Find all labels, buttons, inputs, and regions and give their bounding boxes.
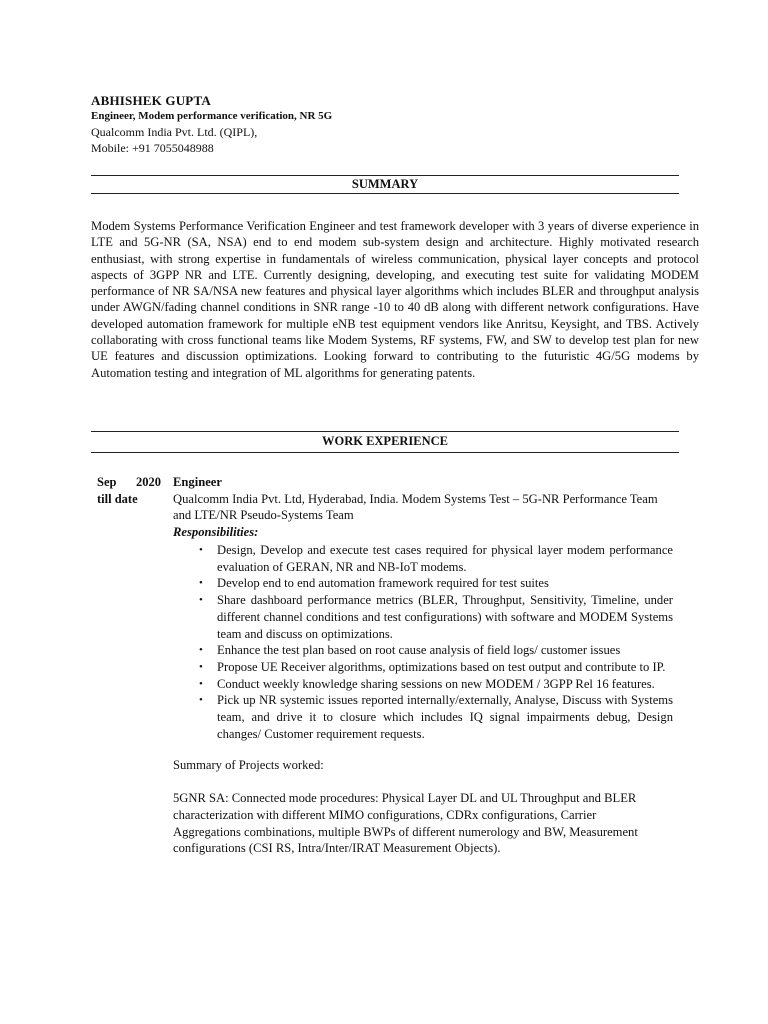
job-date-until: till date <box>97 492 138 506</box>
summary-bottom-rule <box>91 193 679 194</box>
responsibilities-label: Responsibilities: <box>173 524 259 539</box>
responsibility-item: • Design, Develop and execute test cases required for physical layer modem performance evaluation of GERAN, NR and NB-IoT modems. <box>199 543 673 574</box>
job-date-year: 2020 <box>136 475 161 489</box>
resume-header <box>91 92 332 156</box>
work-bottom-rule <box>91 452 679 453</box>
bullet-icon: • <box>199 594 203 607</box>
job-date <box>97 474 161 508</box>
candidate-role: Engineer, Modem performance verification, NR 5G <box>91 110 333 122</box>
bullet-icon: • <box>199 544 203 556</box>
responsibility-item: • Propose UE Receiver algorithms, optimizations based on test output and contribute to IP. <box>199 659 666 674</box>
summary-text: Modem Systems Performance Verification Engineer and test framework developer with 3 years of diverse experience in LTE and 5G-NR (SA, NSA) end to end modem sub-system design and architecture. Highly motivated research enthusiast, with strong expertise in fundamentals of wireless communication, physical layer concepts and protocol aspects of 3GPP NR and LTE. Currently designing, developing, and executing test suite for validating MODEM performance of NR SA/NSA new features and physical layer algorithms which includes BLER and throughput analysis under AWGN/fading channel conditions in SNR range -10 to 40 dB along with different network configurations. Have developed automation framework for multiple eNB test equipment vendors like Anritsu, Keysight, and TBS. Actively collaborating with cross functional teams like Modem Systems, RF systems, FW, and SW to develop test plan for new UE features and discussion optimizations. Looking forward to contributing to the futuristic 4G/5G modems by Automation testing and integration of ML algorithms for generating patents. <box>91 219 699 380</box>
responsibility-item: • Conduct weekly knowledge sharing sessions on new MODEM / 3GPP Rel 16 features. <box>199 676 655 691</box>
bullet-icon: • <box>199 694 203 707</box>
work-experience-heading: WORK EXPERIENCE <box>321 434 449 448</box>
candidate-mobile: Mobile: +91 7055048988 <box>91 141 214 155</box>
job-date-month: Sep <box>97 475 117 489</box>
summary-top-rule <box>91 175 679 176</box>
responsibility-item: • Pick up NR systemic issues reported internally/externally, Analyse, Discuss with Systems team, and drive it to closure which includes IQ signal impairments debug, Design changes/ Customer requirement requests. <box>199 693 673 741</box>
responsibilities-list <box>173 542 673 742</box>
work-top-rule <box>91 431 679 432</box>
job-title: Engineer <box>173 475 222 489</box>
job-entry <box>173 474 673 857</box>
job-employer: Qualcomm India Pvt. Ltd, Hyderabad, India. Modem Systems Test – 5G-NR Performance Team and LTE/NR Pseudo-Systems Team <box>173 491 658 522</box>
bullet-icon: • <box>199 644 203 657</box>
bullet-icon: • <box>199 677 203 690</box>
responsibility-item: • Share dashboard performance metrics (BLER, Throughput, Sensitivity, Timeline, under different channel conditions and test configurations) with software and MODEM Systems team and discuss on optimizations. <box>199 593 673 641</box>
responsibility-item: • Develop end to end automation framework required for test suites <box>199 576 549 591</box>
projects-label: Summary of Projects worked: <box>173 758 324 773</box>
bullet-icon: • <box>199 660 203 673</box>
candidate-company: Qualcomm India Pvt. Ltd. (QIPL), <box>91 125 258 139</box>
projects-text: 5GNR SA: Connected mode procedures: Physical Layer DL and UL Throughput and BLER characterization with different MIMO configurations, CDRx configurations, Carrier Aggregations combinations, multiple BWPs of different numerology and BW, Measurement configurations (CSI RS, Intra/Inter/IRAT Measurement Objects). <box>173 790 638 856</box>
responsibility-item: • Enhance the test plan based on root cause analysis of field logs/ customer issues <box>199 643 621 658</box>
bullet-icon: • <box>199 577 203 590</box>
summary-heading: SUMMARY <box>351 177 419 191</box>
candidate-name: ABHISHEK GUPTA <box>91 93 211 108</box>
